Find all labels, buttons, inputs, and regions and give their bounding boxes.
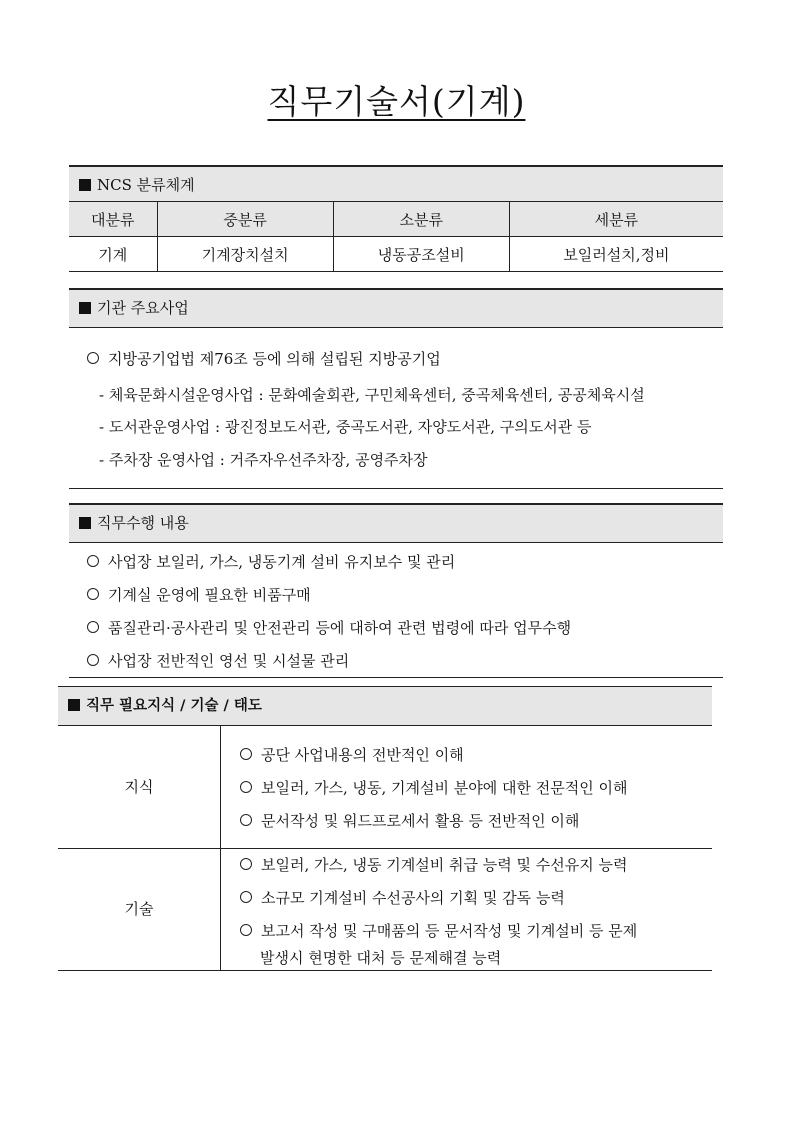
ncs-value-detail: 보일러설치,정비 (509, 237, 723, 272)
ncs-value-middle: 기계장치설치 (157, 237, 333, 272)
square-bullet-icon (79, 517, 91, 529)
circle-bullet-icon (87, 352, 99, 364)
circle-bullet-icon (240, 891, 252, 903)
circle-bullet-icon (87, 621, 99, 633)
ncs-value-row (69, 237, 723, 272)
circle-bullet-icon (240, 858, 252, 870)
list-item: 문서작성 및 워드프로세서 활용 등 전반적인 이해 (240, 810, 579, 831)
section-divider (69, 677, 723, 678)
ncs-table (69, 201, 723, 272)
circle-bullet-icon (87, 588, 99, 600)
ncs-header-row (69, 202, 723, 237)
section-divider (69, 488, 723, 489)
page-title: 직무기술서(기계) (267, 82, 526, 121)
square-bullet-icon (79, 179, 91, 191)
ncs-value-minor: 냉동공조설비 (333, 237, 509, 272)
list-item: 보일러, 가스, 냉동 기계설비 취급 능력 및 수선유지 능력 (240, 854, 627, 875)
business-heading: 기관 주요사업 (97, 299, 189, 317)
circle-bullet-icon (240, 814, 252, 826)
ncs-header-detail: 세분류 (509, 202, 723, 237)
list-item: 기계실 운영에 필요한 비품구매 (87, 584, 311, 605)
list-item: 사업장 보일러, 가스, 냉동기계 설비 유지보수 및 관리 (87, 551, 455, 572)
list-item: 소규모 기계설비 수선공사의 기획 및 감독 능력 (240, 887, 565, 908)
list-item: 사업장 전반적인 영선 및 시설물 관리 (87, 650, 349, 671)
circle-bullet-icon (240, 781, 252, 793)
list-item-continuation: 발생시 현명한 대처 등 문제해결 능력 (260, 949, 502, 967)
ncs-header-minor: 소분류 (333, 202, 509, 237)
square-bullet-icon (79, 302, 91, 314)
list-item: - 체육문화시설운영사업 : 문화예술회관, 구민체육센터, 중곡체육센터, 공공체육시설 (99, 386, 645, 404)
circle-bullet-icon (87, 555, 99, 567)
circle-bullet-icon (87, 654, 99, 666)
ncs-value-major: 기계 (69, 237, 157, 272)
square-bullet-icon (68, 699, 80, 711)
list-item: - 주차장 운영사업 : 거주자우선주차장, 공영주차장 (99, 451, 428, 469)
knowledge-block (58, 726, 712, 848)
duties-heading: 직무수행 내용 (97, 514, 189, 532)
table-bottom-rule (58, 970, 712, 971)
circle-bullet-icon (240, 924, 252, 936)
knowledge-label-cell: 지식 (58, 726, 221, 848)
ncs-header-major: 대분류 (69, 202, 157, 237)
list-item: 보고서 작성 및 구매품의 등 문서작성 및 기계설비 등 문제 (240, 920, 637, 941)
list-item: - 도서관운영사업 : 광진정보도서관, 중곡도서관, 자양도서관, 구의도서관 등 (99, 418, 592, 436)
list-item: 공단 사업내용의 전반적인 이해 (240, 744, 464, 765)
skill-label-cell: 기술 (58, 849, 221, 970)
requirements-section-header (58, 686, 712, 726)
skill-block (58, 849, 712, 970)
list-item: 보일러, 가스, 냉동, 기계설비 분야에 대한 전문적인 이해 (240, 777, 627, 798)
business-section-header (69, 288, 723, 328)
requirements-heading: 직무 필요지식 / 기술 / 태도 (86, 698, 262, 714)
circle-bullet-icon (240, 748, 252, 760)
list-item: 지방공기업법 제76조 등에 의해 설립된 지방공기업 (87, 348, 441, 369)
ncs-section-header (69, 165, 723, 202)
ncs-header-middle: 중분류 (157, 202, 333, 237)
duties-section-header (69, 503, 723, 543)
ncs-heading: NCS 분류체계 (97, 176, 195, 194)
list-item: 품질관리·공사관리 및 안전관리 등에 대하여 관련 법령에 따라 업무수행 (87, 617, 571, 638)
